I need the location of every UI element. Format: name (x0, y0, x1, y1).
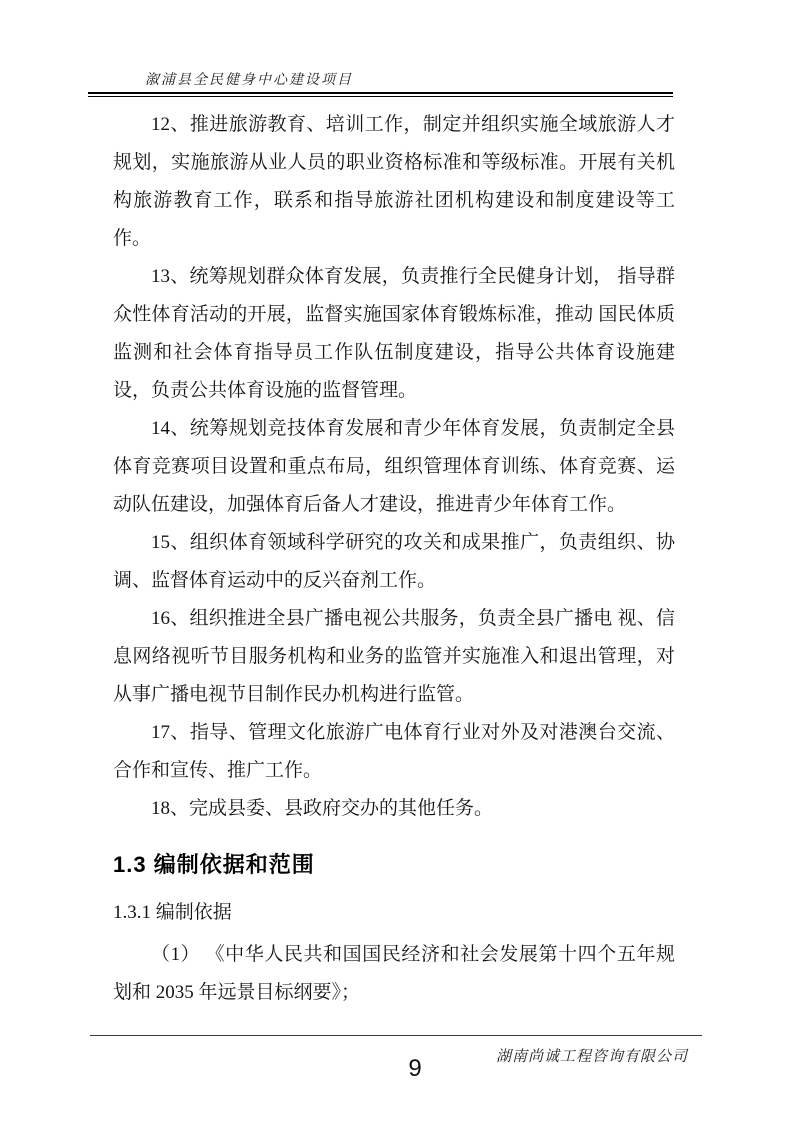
paragraph-14: 14、统筹规划竞技体育发展和青少年体育发展，负责制定全县体育竞赛项目设置和重点布局，组织管理体育训练、体育竞赛、运动队伍建设，加强体育后备人才建设，推进青少年体育工作。 (113, 418, 675, 515)
paragraph-15: 15、组织体育领域科学研究的攻关和成果推广，负责组织、协调、监督体育运动中的反兴奋剂工作。 (113, 532, 675, 591)
footer-company-name: 湖南尚诚工程咨询有限公司 (495, 1049, 688, 1065)
subsection-heading: 1.3.1 编制依据 (113, 902, 232, 923)
footer-divider (90, 1035, 702, 1036)
page-number: 9 (408, 1055, 422, 1082)
paragraph-12: 12、推进旅游教育、培训工作，制定并组织实施全域旅游人才规划，实施旅游从业人员的职业资格标准和等级标准。开展有关机构旅游教育工作，联系和指导旅游社团机构建设和制度建设等工作。 (113, 114, 675, 249)
paragraph-17: 17、指导、管理文化旅游广电体育行业对外及对港澳台交流、合作和宣传、推广工作。 (113, 722, 675, 781)
document-body (113, 106, 675, 1012)
header-divider (88, 92, 673, 97)
paragraph-13: 13、统筹规划群众体育发展，负责推行全民健身计划， 指导群众性体育活动的开展，监督实施国家体育锻炼标准，推动 国民体质监测和社会体育指导员工作队伍制度建设，指导公共体育设施建设，负责公共体育设施的监督管理。 (113, 266, 675, 401)
section-heading: 1.3 编制依据和范围 (113, 852, 315, 877)
header-title: 溆浦县全民健身中心建设项目 (145, 73, 353, 88)
paragraph-16: 16、组织推进全县广播电视公共服务，负责全县广播电 视、信息网络视听节目服务机构和业务的监管并实施准入和退出管理，对从事广播电视节目制作民办机构进行监管。 (113, 608, 675, 705)
paragraph-18: 18、完成县委、县政府交办的其他任务。 (151, 798, 494, 819)
list-item-1: （1） 《中华人民共和国国民经济和社会发展第十四个五年规划和 2035 年远景目标纲要》； (113, 944, 675, 1003)
